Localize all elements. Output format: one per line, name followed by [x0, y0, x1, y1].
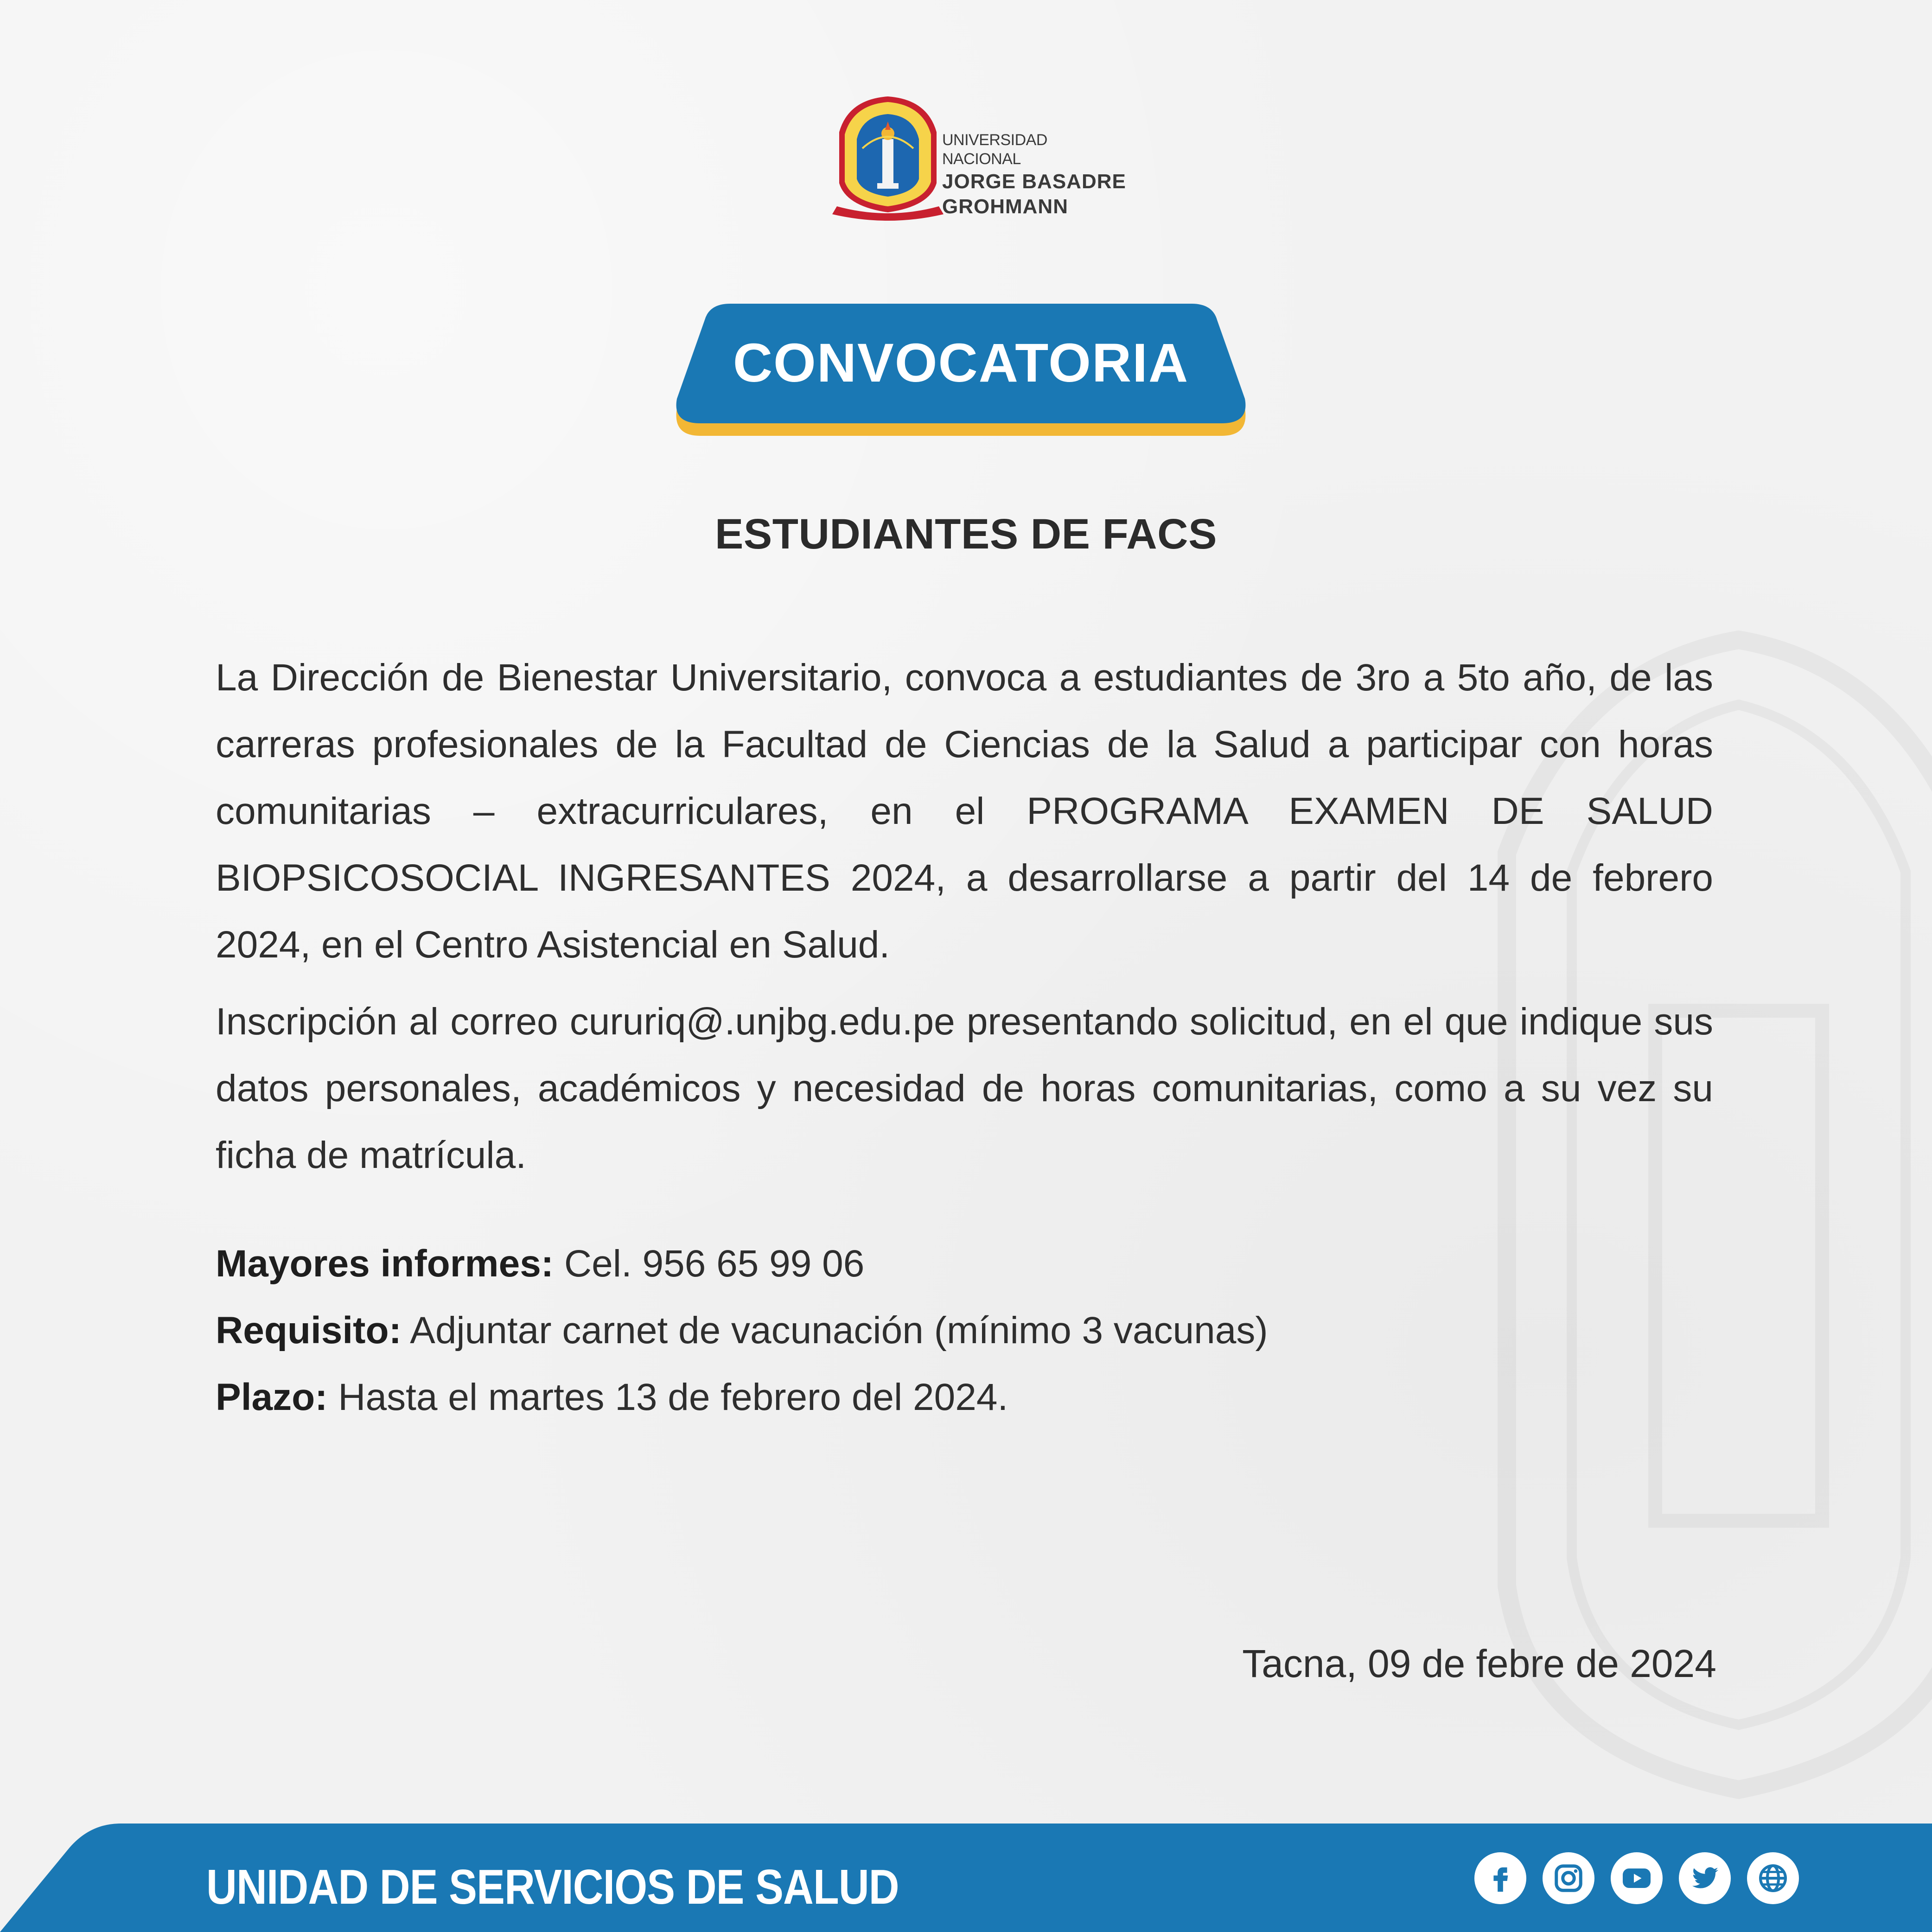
info-row-deadline	[216, 1364, 1713, 1431]
youtube-icon[interactable]	[1611, 1852, 1663, 1904]
university-name-line3: GROHMANN	[942, 195, 1068, 218]
info-label: Plazo:	[216, 1376, 328, 1418]
announcement-body	[216, 644, 1713, 1431]
university-name	[942, 131, 1128, 219]
social-links	[1474, 1852, 1799, 1908]
info-value: Cel. 956 65 99 06	[554, 1243, 865, 1285]
university-seal-icon	[825, 88, 950, 227]
university-name-line2: JORGE BASADRE	[942, 170, 1126, 193]
info-label: Requisito:	[216, 1309, 402, 1352]
info-value: Adjuntar carnet de vacunación (mínimo 3 vacunas)	[401, 1309, 1268, 1352]
info-label: Mayores informes:	[216, 1243, 554, 1285]
page-title: CONVOCATORIA	[733, 332, 1189, 394]
globe-icon[interactable]	[1747, 1852, 1799, 1904]
footer-title: UNIDAD DE SERVICIOS DE SALUD	[206, 1860, 899, 1914]
twitter-icon[interactable]	[1679, 1852, 1731, 1904]
instagram-icon[interactable]	[1543, 1852, 1594, 1904]
info-row-contact	[216, 1231, 1713, 1297]
paragraph-2: Inscripción al correo cururiq@.unjbg.edu.pe presentando solicitud, en el que indique sus datos personales, académicos y necesidad de horas comunitarias, como a su vez su ficha de matrícula.	[216, 1001, 1713, 1176]
university-logo	[825, 88, 1126, 227]
subtitle: ESTUDIANTES DE FACS	[715, 510, 1217, 558]
info-value: Hasta el martes 13 de febrero del 2024.	[327, 1376, 1008, 1418]
paragraph-1: La Dirección de Bienestar Universitario, convoca a estudiantes de 3ro a 5to año, de las carreras profesionales de la Facultad de Ciencias de la Salud a participar con horas comunitarias – extracurriculares, en el PROGRAMA EXAMEN DE SALUD BIOPSICOSOCIAL INGRESANTES 2024, a desarrollarse a partir del 14 de febrero 2024, en el Centro Asistencial en Salud.	[216, 657, 1713, 966]
university-name-line1: UNIVERSIDAD NACIONAL	[942, 131, 1047, 168]
date-line: Tacna, 09 de febre de 2024	[1242, 1642, 1716, 1685]
title-badge	[670, 304, 1252, 436]
info-list	[216, 1231, 1713, 1431]
info-row-requirement	[216, 1297, 1713, 1364]
facebook-icon[interactable]	[1474, 1852, 1526, 1904]
